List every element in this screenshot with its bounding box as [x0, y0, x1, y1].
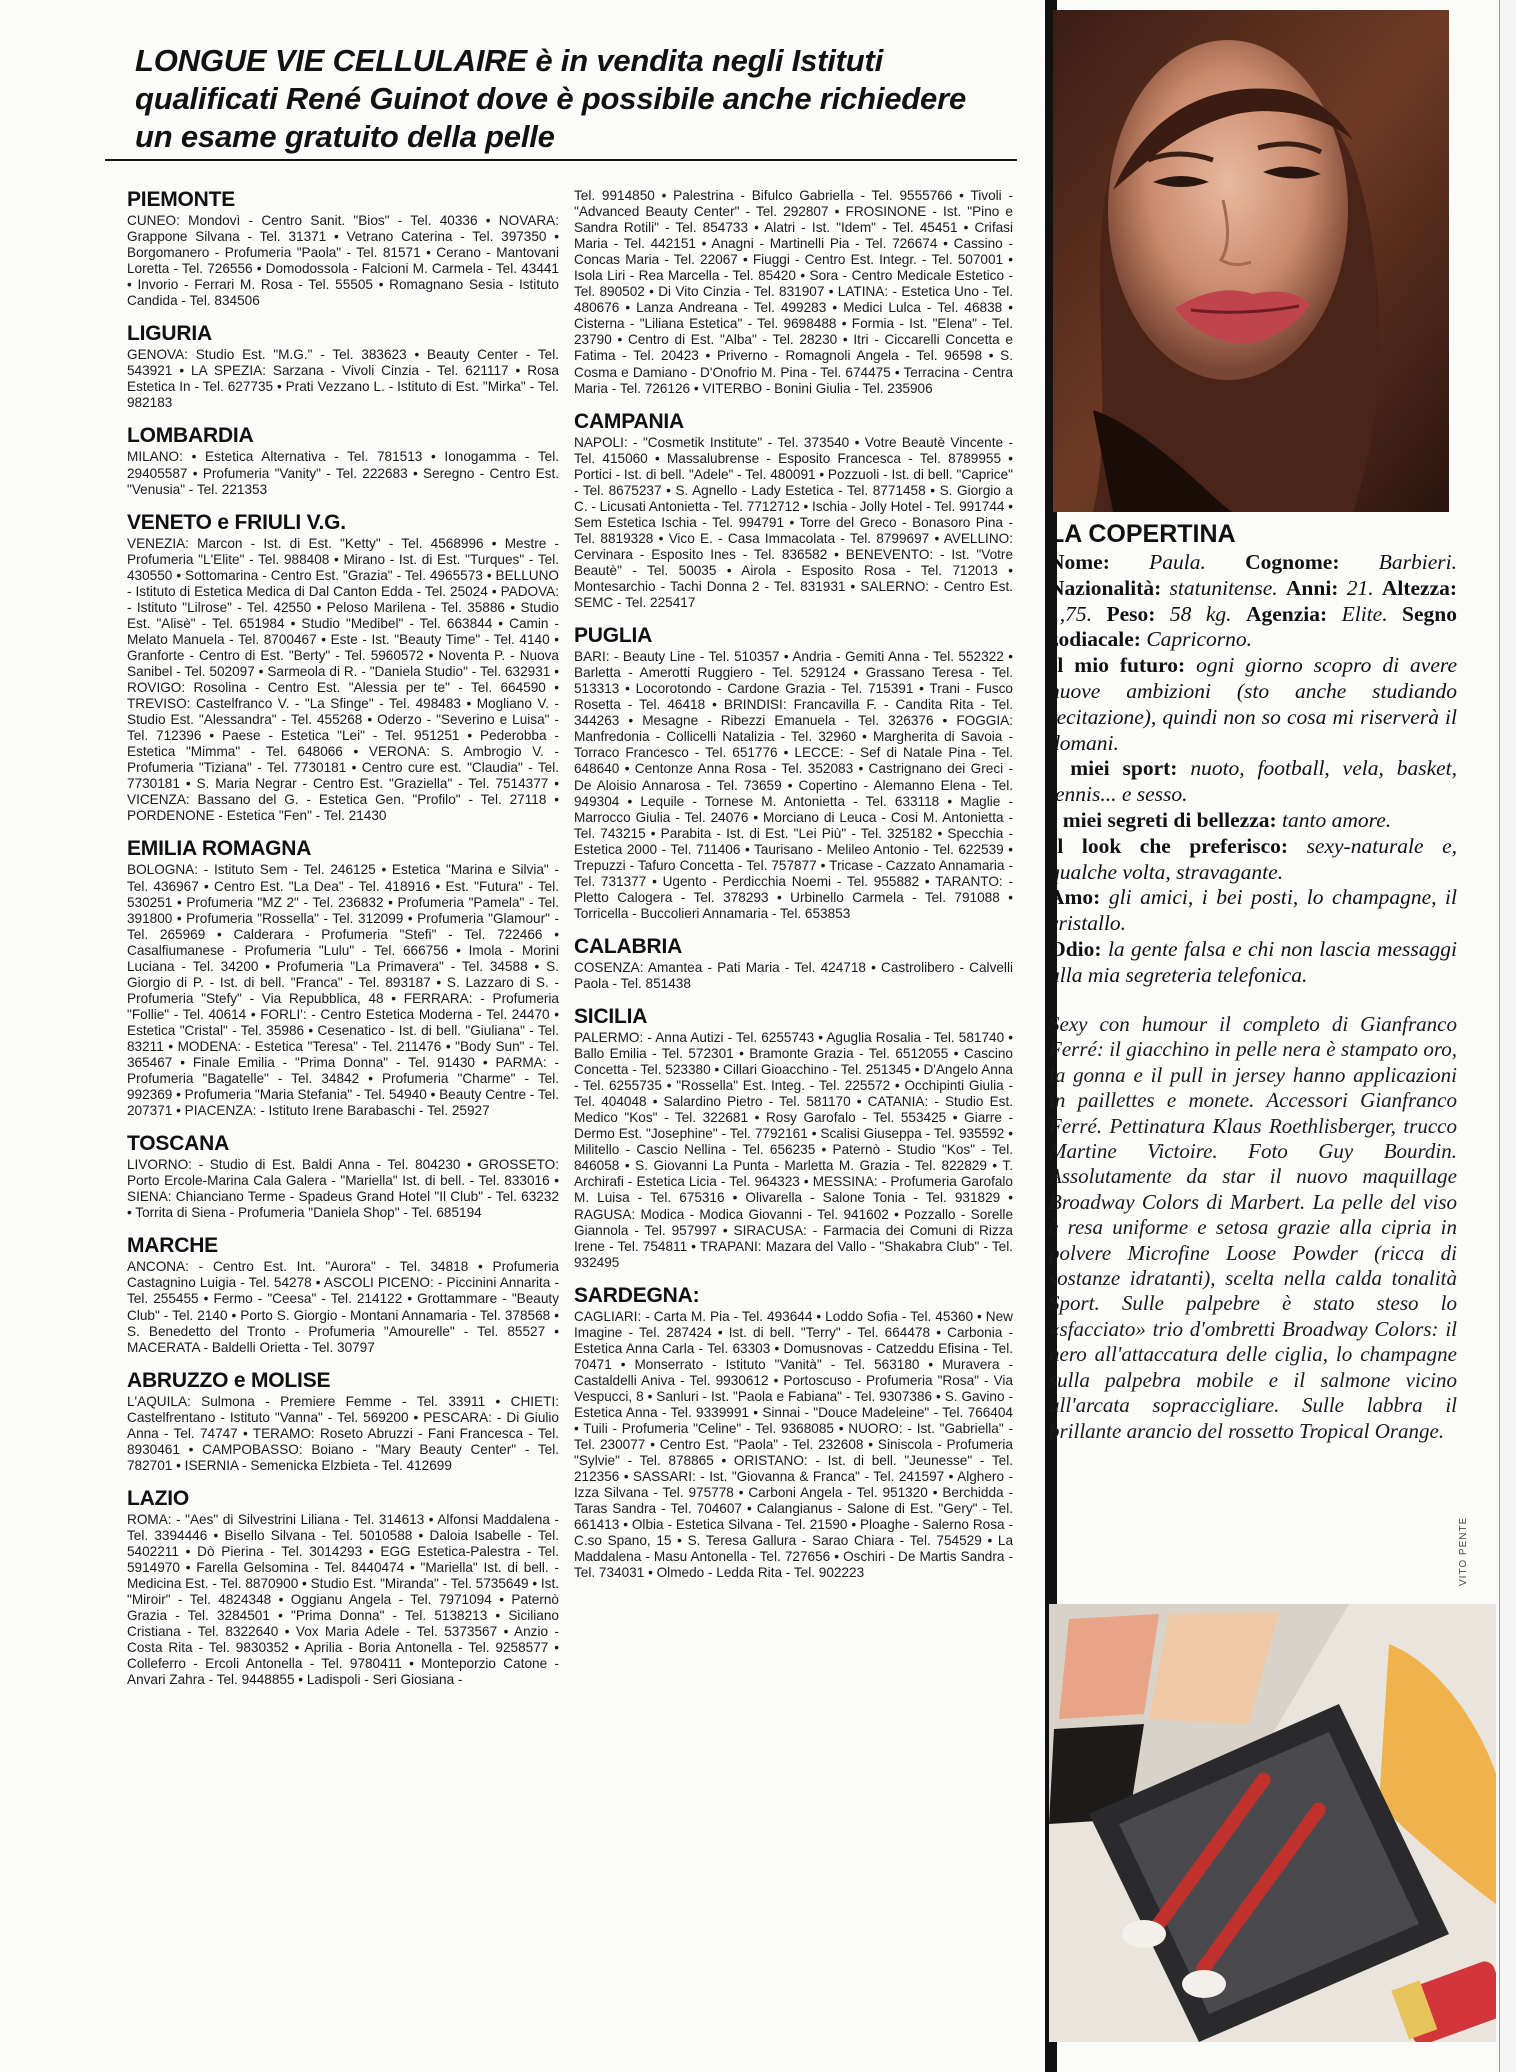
region-sicilia	[574, 1005, 1013, 1271]
anni-label: Anni:	[1285, 575, 1339, 600]
cover-model-photo	[1053, 10, 1449, 512]
page-edge	[1499, 0, 1516, 2072]
region-calabria	[574, 935, 1013, 992]
region-text: PALERMO: - Anna Autizi - Tel. 6255743 • Aguglia Rosalia - Tel. 581740 • Ballo Emilia - Tel. 572301 • Bramonte Grazia - Tel. 6512055 • Cascino Concetta - Tel. 523380 • Cillari Gioacchino - Tel. 251345 • D'Angelo Anna - Tel. 6255735 • "Rossella" Est. Integ. - Tel. 225572 • Occhipinti Giulia - Tel. 404048 • Salardino Pietro - Tel. 581170 • CATANIA: - Studio Est. Medico "Kos" - Tel. 322681 • Rosy Garofalo - Tel. 553425 • Giarre - Dermo Est. "Josephine" - Tel. 7792161 • Scalisi Giuseppa - Tel. 935592 • Militello - Cascio Nellina - Tel. 656235 • Paternò - Studio "Kos" - Tel. 846058 • S. Giovanni La Punta - Marletta M. Grazia - Tel. 822829 • T. Archirafi - Estetica Licia - Tel. 964323 • MESSINA: - Profumeria Garofalo M. Luisa - Tel. 675316 • Olivarella - Salone Tonia - Tel. 931829 • RAGUSA: Modica - Modica Giovanni - Tel. 941602 • Pozzallo - Sorelle Giannola - Tel. 957997 • SIRACUSA: - Farmacia dei Comuni di Rizza Irene - Tel. 754811 • TRAPANI: Mazara del Vallo - "Shakabra Club" - Tel. 932495	[574, 1030, 1013, 1270]
region-text: BARI: - Beauty Line - Tel. 510357 • Andria - Gemiti Anna - Tel. 552322 • Barletta - Amerotti Ruggiero - Tel. 529124 • Grassano Teresa - Tel. 513313 • Locorotondo - Cardone Grazia - Tel. 715391 • Trani - Fusco Rosetta - Tel. 46418 • BRINDISI: Francavilla F. - Candita Rita - Tel. 344263 • Mesagne - Ribezzi Emanuela - Tel. 326376 • FOGGIA: Manfredonia - Collicelli Natalizia - Tel. 32960 • Margherita di Savoia - Torraco Francesco - Tel. 651776 • LECCE: - Sef di Natale Pina - Tel. 648640 • Centonze Anna Rosa - Tel. 352083 • Castrignano dei Greci - De Aloisio Annarosa - Tel. 73659 • Copertino - Alemanno Elena - Tel. 949304 • Lequile - Tornese M. Antonietta - Tel. 633118 • Maglie - Marrocco Giulia - Tel. 24076 • Morciano di Leuca - Cosi M. Antonietta - Tel. 743215 • Parabita - Ist. di Est. "Lei Più" - Tel. 325182 • Specchia - Estetica 2000 - Tel. 711406 • Taurisano - Melileo Antonio - Tel. 622539 • Trepuzzi - Tafuro Concetta - Tel. 757877 • Tricase - Cazzato Annamaria - Tel. 731377 • Ugento - Perdicchia Noemi - Tel. 955882 • TARANTO: - Pletto Calogera - Tel. 378293 • Urbinello Carmela - Tel. 791088 • Torricella - Buccolieri Annamaria - Tel. 653853	[574, 649, 1013, 921]
futuro-label: Il mio futuro:	[1049, 653, 1186, 678]
region-title: CAMPANIA	[574, 409, 685, 433]
segno-value: Capricorno.	[1146, 627, 1253, 652]
cognome-value: Barbieri.	[1378, 550, 1458, 574]
anni-value: 21.	[1346, 575, 1374, 600]
region-piemonte	[127, 188, 559, 309]
region-emilia-romagna	[127, 837, 559, 1119]
region-text: CAGLIARI: - Carta M. Pia - Tel. 493644 • Loddo Sofia - Tel. 45360 • New Imagine - Tel. 287424 • Ist. di bell. "Terry" - Tel. 664478 • Carbonia - Estetica Anna Carla - Tel. 63303 • Domusnovas - Catzeddu Efisina - Tel. 70471 • Monserrato - Istituto "Vanità" - Tel. 563180 • Muravera - Castaldelli Aniva - Tel. 9930612 • Portoscuso - Profumeria "Rosa" - Via Vespucci, 8 • Sanluri - Ist. "Paola e Fabiana" - Tel. 9307386 • S. Gavino - Estetica Anna - Tel. 9339991 • Sinnai - "Douce Madeleine" - Tel. 766404 • Tuili - Profumeria "Celine" - Tel. 9368085 • NUORO: - Ist. "Gabriella" - Tel. 230077 • Centro Est. "Paola" - Tel. 232608 • Siniscola - Profumeria "Sylvie" - Tel. 878865 • ORISTANO: - Ist. di bell. "Jeunesse" - Tel. 212356 • SASSARI: - Ist. "Giovanna & Franca" - Tel. 241597 • Alghero - Izza Silvana - Tel. 975778 • Carboni Angela - Tel. 951320 • Berchidda - Taras Sandra - Tel. 704607 • Calangianus - Salone di Est. "Gery" - Tel. 661413 • Olbia - Estetica Silvana - Tel. 21590 • Ploaghe - Salerno Rosa - C.so Spano, 15 • S. Teresa Gallura - Sarao Chiara - Tel. 754529 • La Maddalena - Masu Antonella - Tel. 727656 • Oschiri - De Martis Sandra - Tel. 734031 • Olmedo - Ledda Rita - Tel. 902223	[574, 1308, 1013, 1581]
region-lombardia	[127, 424, 559, 497]
salon-list-middle-column	[574, 188, 1013, 1595]
agenzia-value: Elite.	[1341, 601, 1388, 626]
cover-look	[1049, 834, 1457, 886]
cover-segreti	[1049, 808, 1457, 834]
cover-sport	[1049, 756, 1457, 808]
region-sardegna	[574, 1284, 1013, 1582]
futuro-value: ogni giorno scopro di avere nuove ambizioni (sto anche studiando recitazione), quindi non so cosa mi riserverà il domani.	[1049, 653, 1457, 755]
top-rule	[105, 159, 1017, 161]
applicator-sponge-1	[1122, 1920, 1166, 1948]
applicator-sponge-2	[1182, 1970, 1226, 1998]
region-title: TOSCANA	[127, 1132, 230, 1156]
region-title: SARDEGNA:	[574, 1283, 700, 1307]
region-text: COSENZA: Amantea - Pati Maria - Tel. 424718 • Castrolibero - Calvelli Paola - Tel. 851438	[574, 959, 1013, 991]
region-text: ANCONA: - Centro Est. Int. "Aurora" - Tel. 34818 • Profumeria Castagnino Luigia - Tel. 54278 • ASCOLI PICENO: - Piccinini Annarita - Tel. 255455 • Fermo - "Ceesa" - Tel. 214122 • Grottammare - "Beauty Club" - Tel. 2140 • Porto S. Giorgio - Montani Annamaria - Tel. 378568 • S. Benedetto del Tronto - Profumeria "Amourelle" - Tel. 85527 • MACERATA - Baldelli Orietta - Tel. 30797	[127, 1259, 559, 1355]
look-value: sexy-naturale e, qualche volta, stravagante.	[1049, 833, 1458, 884]
segreti-value: tanto amore.	[1282, 807, 1392, 832]
headline: LONGUE VIE CELLULAIRE è in vendita negli Istituti qualificati René Guinot dove è possibile anche richiedere un esame gratuito della pelle	[135, 43, 966, 154]
region-text: Tel. 9914850 • Palestrina - Bifulco Gabriella - Tel. 9555766 • Tivoli - "Advanced Beauty Center" - Tel. 292807 • FROSINONE - Ist. "Pino e Sandra Rotili" - Tel. 854733 • Alatri - Ist. "Idem" - Tel. 45451 • Crifasi Maria - Tel. 442151 • Anagni - Martinelli Pia - Tel. 726674 • Cassino - Concas Maria - Tel. 22067 • Fiuggi - Centro Est. Integr. - Tel. 507001 • Isola Liri - Rea Marcella - Tel. 85420 • Sora - Centro Medicale Estetico - Tel. 890502 • Di Vito Cinzia - Tel. 831907 • LATINA: - Estetica Uno - Tel. 480676 • Lanza Andreana - Tel. 499283 • Medici Lulca - Tel. 46838 • Cisterna - "Liliana Estetica" - Tel. 9698488 • Formia - Ist. "Elena" - Tel. 23790 • Centro di Est. "Alba" - Tel. 28230 • Itri - Ciccarelli Concetta e Fatima - Tel. 20423 • Priverno - Romagnoli Angela - Tel. 96598 • S. Cosma e Damiano - D'Onofrio M. Pina - Tel. 674475 • Terracina - Centra Maria - Tel. 726126 • VITERBO - Bonini Giulia - Tel. 235906	[574, 188, 1013, 396]
sport-label: I miei sport:	[1049, 756, 1178, 781]
photo-credit-text: VITO PENTE	[1458, 1516, 1469, 1586]
region-text: NAPOLI: - "Cosmetik Institute" - Tel. 373540 • Votre Beautè Vincente - Tel. 415060 • Massalubrense - Esposito Francesca - Tel. 8789955 • Portici - Ist. di bell. "Adele" - Tel. 480091 • Pozzuoli - Ist. di bell. "Caprice" - Tel. 8675237 • S. Agnello - Lady Estetica - Tel. 8771458 • S. Giorgio a C. - Licusati Antonietta - Tel. 7712712 • Ischia - Jolly Hotel - Tel. 991744 • Sem Estetica Ischia - Tel. 994791 • Torre del Greco - Bonasoro Pina - Tel. 8819328 • Vico E. - Casa Immacolata - Tel. 8799697 • AVELLINO: Cervinara - Esposito Ines - Tel. 836582 • BENEVENTO: - Ist. "Votre Beautè" - Tel. 50035 • Airola - Esposito Rosa - Tel. 712013 • Montesarchio - Tachi Donna 2 - Tel. 831931 • SALERNO: - Centro Est. SEMC - Tel. 225417	[574, 434, 1013, 611]
region-toscana	[127, 1132, 559, 1221]
segno-label: Segno zodiacale:	[1049, 601, 1457, 652]
region-puglia	[574, 624, 1013, 922]
nazionalita-label: Nazionalità:	[1049, 575, 1162, 600]
nome-label: Nome:	[1049, 550, 1110, 574]
region-text: CUNEO: Mondovì - Centro Sanit. "Bios" - Tel. 40336 • NOVARA: Grappone Silvana - Tel. 31371 • Vetrano Caterina - Tel. 397350 • Borgomanero - Profumeria "Paola" - Tel. 81571 • Cerano - Mantovani Loretta - Tel. 726556 • Domodossola - Falcioni M. Carmela - Tel. 43441 • Invorio - Ferrari M. Rosa - Tel. 55505 • Romagnano Sesia - Istituto Candida - Tel. 834506	[127, 213, 559, 309]
cover-title: LA COPERTINA	[1049, 520, 1236, 548]
agenzia-label: Agenzia:	[1245, 601, 1328, 626]
cognome-label: Cognome:	[1245, 550, 1340, 574]
salon-list-left-column	[127, 188, 559, 1701]
makeup-product-photo	[1049, 1604, 1496, 2042]
region-text: BOLOGNA: - Istituto Sem - Tel. 246125 • Estetica "Marina e Silvia" - Tel. 436967 • Centro Est. "La Dea" - Tel. 418916 • Est. "Futura" - Tel. 530251 • Profumeria "MZ 2" - Tel. 236832 • Profumeria "Pamela" - Tel. 391800 • Profumeria "Rossella" - Tel. 312099 • Profumeria "Glamour" - Tel. 265969 • Calderara - Profumeria "Stefi" - Tel. 722466 • Casalfiumanese - Profumeria "Lulu" - Tel. 666756 • Imola - Morini Luciana - Tel. 34200 • Profumeria "La Primavera" - Tel. 34588 • S. Giorgio di P. - Ist. di bell. "Franca" - Tel. 893187 • S. Lazzaro di S. - Profumeria "Stefy" - Via Repubblica, 48 • FERRARA: - Profumeria "Follie" - Tel. 40614 • FORLI': - Centro Estetica Moderna - Tel. 24470 • Estetica "Cristal" - Tel. 35986 • Cesenatico - Ist. di bell. "Giuliana" - Tel. 83211 • MODENA: - Estetica "Teresa" - Tel. 211476 • "Body Sun" - Tel. 365467 • Finale Emilia - "Prima Donna" - Tel. 91430 • PARMA: - Profumeria "Bagatelle" - Tel. 34842 • Profumeria "Charme" - Tel. 992369 • Profumeria "Maria Stefania" - Tel. 54940 • Beauty Centre - Tel. 207371 • PIACENZA: - Istituto Irene Barabaschi - Tel. 25927	[127, 862, 559, 1119]
region-title: VENETO e FRIULI V.G.	[127, 510, 346, 534]
region-text: VENEZIA: Marcon - Ist. di Est. "Ketty" - Tel. 4568996 • Mestre - Profumeria "L'Elite" - Tel. 988408 • Mirano - Ist. di Est. "Turques" - Tel. 430550 • Sottomarina - Centro Est. "Grazia" - Tel. 4965573 • BELLUNO - Istituto di Estetica Medica di Dal Canton Edda - Tel. 25024 • PADOVA: - Istituto "Lilrose" - Tel. 42550 • Peloso Marilena - Tel. 35886 • Studio Est. "Alisè" - Tel. 651984 • Studio "Medibel" - Tel. 663844 • Camin - Melato Manuela - Tel. 8700467 • Este - Ist. "Beauty Time" - Tel. 4140 • Granforte - Centro di Est. "Berty" - Tel. 5960572 • Noventa P. - Nuova Sanibel - Tel. 502097 • Sarmeola di R. - "Daniela Studio" - Tel. 632931 • ROVIGO: Rosolina - Centro Est. "Alessia per te" - Tel. 664590 • TREVISO: Castelfranco V. - "La Sfinge" - Tel. 498483 • Mogliano V. - Studio Est. "Alessandra" - Tel. 455268 • Oderzo - "Severino e Luisa" - Tel. 712396 • Paese - Estetica "Lei" - Tel. 951251 • Pederobba - Estetica "Mimma" - Tel. 648066 • VERONA: S. Ambrogio V. - Profumeria "Tiziana" - Tel. 7730181 • Centro cure est. "Claudia" - Tel. 7730181 • S. Maria Negrar - Centro Est. "Graziella" - Tel. 7514377 • VICENZA: Bassano del G. - Estetica Gen. "Profilo" - Tel. 27118 • PORDENONE - Estetica "Fen" - Tel. 21430	[127, 535, 559, 824]
nome-value: Paula.	[1149, 550, 1206, 574]
region-title: PUGLIA	[574, 624, 653, 648]
region-campania	[574, 410, 1013, 612]
region-text: GENOVA: Studio Est. "M.G." - Tel. 383623 • Beauty Center - Tel. 543921 • LA SPEZIA: Sarzana - Vivoli Cinzia - Tel. 621117 • Rosa Estetica In - Tel. 627735 • Prati Vezzano L. - Istituto di Est. "Mirka" - Tel. 982183	[127, 347, 559, 411]
region-title: LAZIO	[127, 1486, 189, 1510]
photo-credit	[1458, 1476, 1478, 1586]
region-text: L'AQUILA: Sulmona - Premiere Femme - Tel. 33911 • CHIETI: Castelfrentano - Istituto "Vanna" - Tel. 569200 • PESCARA: - Di Giulio Anna - Tel. 74747 • TERAMO: Roseto Abruzzi - Fani Francesca - Tel. 8930461 • CAMPOBASSO: Boiano - "Mary Beauty Center" - Tel. 782701 • ISERNIA - Semenicka Elzbieta - Tel. 412699	[127, 1393, 559, 1473]
segreti-label: I miei segreti di bellezza:	[1049, 807, 1277, 832]
cover-odio	[1049, 937, 1457, 989]
region-title: PIEMONTE	[127, 188, 236, 211]
region-title: LIGURIA	[127, 322, 212, 346]
region-title: SICILIA	[574, 1005, 648, 1029]
region-title: LOMBARDIA	[127, 424, 254, 448]
odio-label: Odio:	[1049, 936, 1102, 961]
region-text: ROMA: - "Aes" di Silvestrini Liliana - Tel. 314613 • Alfonsi Maddalena - Tel. 3394446 • Bisello Silvana - Tel. 5010588 • Daloia Isabelle - Tel. 5402211 • Dò Pierina - Tel. 3014293 • EGG Estetica-Palestra - Tel. 5914970 • Farella Gelsomina - Tel. 8440474 • "Mariella" Ist. di bell. - Medicina Est. - Tel. 8870900 • Studio Est. "Miranda" - Tel. 5735649 • Ist. "Miroir" - Tel. 4824348 • Oggianu Angela - Tel. 7971094 • Paternò Grazia - Tel. 3284501 • "Prima Donna" - Tel. 5138213 • Siciliano Cristiana - Tel. 8322640 • Vox Maria Adele - Tel. 5373567 • Anzio - Costa Rita - Tel. 9830352 • Aprilia - Boria Antonella - Tel. 9258577 • Colleferro - Ercoli Antonella - Tel. 9780411 • Monteporzio Catone - Anvari Zahra - Tel. 9448855 • Ladispoli - Seri Giosiana -	[127, 1511, 559, 1688]
region-title: CALABRIA	[574, 934, 683, 958]
region-lazio-continued	[574, 188, 1013, 397]
fashion-caption: Sexy con humour il completo di Gianfranco Ferré: il giacchino in pelle nera è stampato oro, la gonna e il pull in jersey hanno applicazioni in paillettes e monete. Accessori Gianfranco Ferré. Pettinatura Klaus Roethlisberger, trucco Martine Victoire. Foto Guy Bourdin. Assolutamente da star il nuovo maquillage Broadway Colors di Marbert. La pelle del viso è resa uniforme e setosa grazie alla cipria in polvere Microfine Loose Powder (ricca di sostanze idratanti), scelta nella calda tonalità Sport. Sulle palpebre è stato steso lo «sfacciato» trio d'ombretti Broadway Colors: il nero all'attaccatura delle ciglia, lo champagne sulla palpebra mobile e il salmone vicino all'arcata sopraccigliare. Sulle labbra il brillante arancio del rossetto Tropical Orange.	[1049, 1012, 1457, 1443]
region-title: EMILIA ROMAGNA	[127, 837, 312, 861]
eyeshadow-salmon	[1059, 1614, 1159, 1719]
region-lazio	[127, 1487, 559, 1689]
region-title: MARCHE	[127, 1234, 218, 1258]
cover-futuro	[1049, 653, 1457, 756]
region-liguria	[127, 322, 559, 411]
look-label: Il look che preferisco:	[1049, 833, 1289, 858]
model-portrait-illustration	[1053, 10, 1449, 512]
region-title: ABRUZZO e MOLISE	[127, 1368, 331, 1392]
sport-value: nuoto, football, vela, basket, tennis... e sesso.	[1049, 756, 1458, 807]
makeup-compact-illustration	[1049, 1604, 1496, 2042]
cover-amo	[1049, 885, 1457, 937]
amo-label: Amo:	[1049, 885, 1101, 910]
cover-profile	[1049, 520, 1457, 989]
region-abruzzo-molise	[127, 1369, 559, 1474]
peso-label: Peso:	[1106, 601, 1156, 626]
region-veneto	[127, 511, 559, 825]
nazionalita-value: statunitense.	[1169, 575, 1278, 600]
altezza-value: 1,75.	[1049, 601, 1092, 626]
region-text: LIVORNO: - Studio di Est. Baldi Anna - Tel. 804230 • GROSSETO: Porto Ercole-Marina Cala Galera - "Mariella" Ist. di bell. - Tel. 833016 • SIENA: Chianciano Terme - Spadeus Grand Hotel "Il Club" - Tel. 63232 • Torrita di Siena - Profumeria "Daniela Shop" - Tel. 685194	[127, 1157, 559, 1221]
region-text: MILANO: • Estetica Alternativa - Tel. 781513 • Ionogamma - Tel. 29405587 • Profumeria "Vanity" - Tel. 222683 • Seregno - Centro Est. "Venusia" - Tel. 221353	[127, 449, 559, 497]
odio-value: la gente falsa e chi non lascia messaggi alla mia segreteria telefonica.	[1049, 936, 1457, 987]
cover-identity	[1049, 550, 1457, 653]
region-marche	[127, 1234, 559, 1355]
peso-value: 58 kg.	[1169, 601, 1232, 626]
altezza-label: Altezza:	[1381, 575, 1458, 600]
amo-value: gli amici, i bei posti, lo champagne, il cristallo.	[1049, 885, 1457, 936]
